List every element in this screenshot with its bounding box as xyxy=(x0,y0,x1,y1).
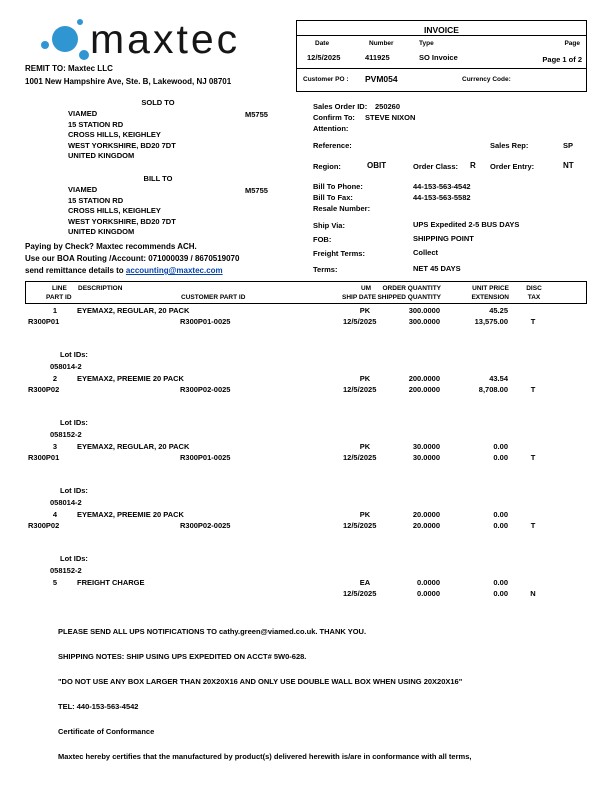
sold-to-addr1: 15 STATION RD xyxy=(68,119,124,129)
row3-unit-price: 0.00 xyxy=(493,442,508,451)
reference-label: Reference: xyxy=(313,141,352,150)
line-items-body xyxy=(25,305,587,611)
row2-ship-date: 12/5/2025 xyxy=(343,385,377,394)
order-class-label: Order Class: xyxy=(413,162,459,171)
sold-to-label: SOLD TO xyxy=(141,98,175,107)
row4-line: 4 xyxy=(52,510,58,519)
row3-description: EYEMAX2, REGULAR, 20 PACK xyxy=(77,442,190,451)
certificate-of-conformance-heading: Certificate of Conformance xyxy=(58,727,155,736)
row4-unit-price: 0.00 xyxy=(493,510,508,519)
terms-value: NET 45 DAYS xyxy=(413,264,461,273)
row4-order-qty: 20.0000 xyxy=(412,510,440,519)
row3-tax: T xyxy=(530,453,536,462)
row3-order-qty: 30.0000 xyxy=(412,442,440,451)
maxtec-logo-dots-icon xyxy=(28,14,93,66)
row1-tax: T xyxy=(530,317,536,326)
line-items-header xyxy=(25,281,587,304)
sold-to-addr2: CROSS HILLS, KEIGHLEY xyxy=(68,130,161,139)
row5-tax: N xyxy=(530,589,536,598)
row1-extension: 13,575.00 xyxy=(474,317,508,326)
ship-via-value: UPS Expedited 2-5 BUS DAYS xyxy=(413,220,520,229)
row5-line: 5 xyxy=(52,578,58,587)
row3-customer-part-id: R300P01-0025 xyxy=(180,453,231,462)
sales-order-id-label: Sales Order ID: xyxy=(313,102,368,111)
remit-to-line1: REMIT TO: Maxtec LLC xyxy=(25,64,113,73)
currency-code-label: Currency Code: xyxy=(462,76,511,83)
page-label: Page xyxy=(564,40,580,47)
sold-to-name: VIAMED xyxy=(68,109,98,118)
row3-extension: 0.00 xyxy=(493,453,508,462)
confirm-to-value: STEVE NIXON xyxy=(365,113,416,122)
maxtec-logo-text: maxtec xyxy=(90,16,241,62)
ship-via-label: Ship Via: xyxy=(313,221,345,230)
invoice-title: INVOICE xyxy=(297,21,586,36)
bill-to-addr1: 15 STATION RD xyxy=(68,195,124,205)
col-order-qty: ORDER QUANTITY xyxy=(382,285,441,292)
remit-to-line2: 1001 New Hampshire Ave, Ste. B, Lakewood, NJ 08701 xyxy=(25,77,232,86)
row3-ship-date: 12/5/2025 xyxy=(343,453,377,462)
payment-note-line3 xyxy=(25,266,223,275)
row5-ship-date: 12/5/2025 xyxy=(343,589,377,598)
region-value: OBIT xyxy=(367,161,387,170)
row4-description: EYEMAX2, PREEMIE 20 PACK xyxy=(77,510,184,519)
bill-to-label: BILL TO xyxy=(143,174,173,183)
invoice-date: 12/5/2025 xyxy=(307,53,341,62)
region-label: Region: xyxy=(313,162,341,171)
row1-description: EYEMAX2, REGULAR, 20 PACK xyxy=(77,306,190,315)
terms-label: Terms: xyxy=(313,265,338,274)
row1-customer-part-id: R300P01-0025 xyxy=(180,317,231,326)
payment-note-line2: Use our BOA Routing /Account: 071000039 / 8670519070 xyxy=(25,254,240,263)
row4-part-id: R300P02 xyxy=(28,521,60,530)
accounting-email-link[interactable]: accounting@maxtec.com xyxy=(125,266,223,275)
line-item-row xyxy=(25,305,587,373)
order-class-value: R xyxy=(470,161,476,170)
row1-order-qty: 300.0000 xyxy=(408,306,440,315)
col-line: LINE xyxy=(52,285,67,292)
sales-rep-value: SP xyxy=(563,141,574,150)
tel-note: TEL: 440-153-563-4542 xyxy=(58,702,139,711)
row4-extension: 0.00 xyxy=(493,521,508,530)
col-tax: TAX xyxy=(527,294,541,301)
row3-shipped-qty: 30.0000 xyxy=(412,453,440,462)
row2-part-id: R300P02 xyxy=(28,385,60,394)
bill-to-block xyxy=(68,174,298,238)
row2-tax: T xyxy=(530,385,536,394)
bill-to-phone-value: 44-153-563-4542 xyxy=(413,182,471,191)
bill-to-name: VIAMED xyxy=(68,185,98,194)
row1-shipped-qty: 300.0000 xyxy=(408,317,440,326)
row1-ship-date: 12/5/2025 xyxy=(343,317,377,326)
row4-ship-date: 12/5/2025 xyxy=(343,521,377,530)
col-shipped-qty: SHIPPED QUANTITY xyxy=(377,294,441,301)
row1-lot-label: Lot IDs: xyxy=(60,350,88,359)
row4-um: PK xyxy=(359,510,371,519)
row2-unit-price: 43.54 xyxy=(489,374,508,383)
sold-to-code: M5755 xyxy=(245,110,268,119)
invoice-number: 411925 xyxy=(365,53,390,62)
shipping-notes: SHIPPING NOTES: SHIP USING UPS EXPEDITED ON ACCT# 5W0-628. xyxy=(58,652,307,661)
row4-shipped-qty: 20.0000 xyxy=(412,521,440,530)
row3-um: PK xyxy=(359,442,371,451)
row1-part-id: R300P01 xyxy=(28,317,60,326)
payment-note-line3-text: send remittance details to xyxy=(25,266,126,275)
line-item-row xyxy=(25,509,587,577)
line-item-row xyxy=(25,373,587,441)
row3-lot-label: Lot IDs: xyxy=(60,486,88,495)
type-label: Type xyxy=(419,40,434,47)
row2-extension: 8,708.00 xyxy=(478,385,508,394)
line-item-row xyxy=(25,577,587,611)
row2-description: EYEMAX2, PREEMIE 20 PACK xyxy=(77,374,184,383)
invoice-header-box xyxy=(296,20,587,92)
col-um: UM xyxy=(360,285,372,292)
row1-um: PK xyxy=(359,306,371,315)
row5-order-qty: 0.0000 xyxy=(417,578,440,587)
fob-label: FOB: xyxy=(313,235,332,244)
bill-to-fax-label: Bill To Fax: xyxy=(313,193,353,202)
col-customer-part-id: CUSTOMER PART ID xyxy=(181,294,246,301)
freight-terms-value: Collect xyxy=(413,248,439,257)
row1-line: 1 xyxy=(52,306,58,315)
sold-to-addr3: WEST YORKSHIRE, BD20 7DT xyxy=(68,140,176,150)
row3-part-id: R300P01 xyxy=(28,453,60,462)
row2-customer-part-id: R300P02-0025 xyxy=(180,385,231,394)
col-part-id: PART ID xyxy=(46,294,72,301)
col-description: DESCRIPTION xyxy=(78,285,123,292)
row4-lot-value: 058152-2 xyxy=(50,566,82,575)
row2-lot-value: 058152-2 xyxy=(50,430,82,439)
sales-rep-label: Sales Rep: xyxy=(490,141,529,150)
number-label: Number xyxy=(369,40,394,47)
ups-notification-note: PLEASE SEND ALL UPS NOTIFICATIONS TO cathy.green@viamed.co.uk. THANK YOU. xyxy=(58,627,367,636)
col-disc: DISC xyxy=(526,285,542,292)
line-item-row xyxy=(25,441,587,509)
col-ship-date: SHIP DATE xyxy=(342,294,377,301)
box-size-note: "DO NOT USE ANY BOX LARGER THAN 20X20X16 AND ONLY USE DOUBLE WALL BOX WHEN USING 20X20X16" xyxy=(58,677,463,686)
row2-um: PK xyxy=(359,374,371,383)
row5-unit-price: 0.00 xyxy=(493,578,508,587)
customer-po-value: PVM054 xyxy=(365,74,398,84)
order-entry-value: NT xyxy=(563,161,574,170)
col-unit-price: UNIT PRICE xyxy=(472,285,509,292)
row1-lot-value: 058014-2 xyxy=(50,362,82,371)
conformance-statement: Maxtec hereby certifies that the manufactured by product(s) delivered herewith is/are in conformance with all terms, xyxy=(58,752,472,761)
row4-tax: T xyxy=(530,521,536,530)
col-extension: EXTENSION xyxy=(471,294,509,301)
row5-extension: 0.00 xyxy=(493,589,508,598)
row4-customer-part-id: R300P02-0025 xyxy=(180,521,231,530)
fob-value: SHIPPING POINT xyxy=(413,234,474,243)
confirm-to-label: Confirm To: xyxy=(313,113,355,122)
maxtec-logo xyxy=(28,14,278,64)
row3-line: 3 xyxy=(52,442,58,451)
row5-description: FREIGHT CHARGE xyxy=(77,578,145,587)
customer-po-label: Customer PO : xyxy=(303,76,349,83)
row4-lot-label: Lot IDs: xyxy=(60,554,88,563)
sold-to-block xyxy=(68,98,298,162)
sales-order-id-value: 250260 xyxy=(375,102,401,111)
row2-line: 2 xyxy=(52,374,58,383)
row3-lot-value: 058014-2 xyxy=(50,498,82,507)
row2-order-qty: 200.0000 xyxy=(408,374,440,383)
bill-to-code: M5755 xyxy=(245,186,268,195)
invoice-page-number: Page 1 of 2 xyxy=(542,55,582,64)
row2-shipped-qty: 200.0000 xyxy=(408,385,440,394)
date-label: Date xyxy=(315,40,330,47)
bill-to-addr4: UNITED KINGDOM xyxy=(68,227,135,236)
bill-to-phone-label: Bill To Phone: xyxy=(313,182,363,191)
payment-note-line1: Paying by Check? Maxtec recommends ACH. xyxy=(25,242,197,251)
invoice-type: SO Invoice xyxy=(419,53,458,62)
row5-shipped-qty: 0.0000 xyxy=(417,589,440,598)
attention-label: Attention: xyxy=(313,124,349,133)
bill-to-addr3: WEST YORKSHIRE, BD20 7DT xyxy=(68,216,176,226)
resale-number-label: Resale Number: xyxy=(313,204,371,213)
sold-to-addr4: UNITED KINGDOM xyxy=(68,151,135,160)
bill-to-fax-value: 44-153-563-5582 xyxy=(413,193,471,202)
row1-unit-price: 45.25 xyxy=(489,306,508,315)
row2-lot-label: Lot IDs: xyxy=(60,418,88,427)
bill-to-addr2: CROSS HILLS, KEIGHLEY xyxy=(68,206,161,215)
order-entry-label: Order Entry: xyxy=(490,162,535,171)
row5-um: EA xyxy=(359,578,371,587)
freight-terms-label: Freight Terms: xyxy=(313,249,365,258)
